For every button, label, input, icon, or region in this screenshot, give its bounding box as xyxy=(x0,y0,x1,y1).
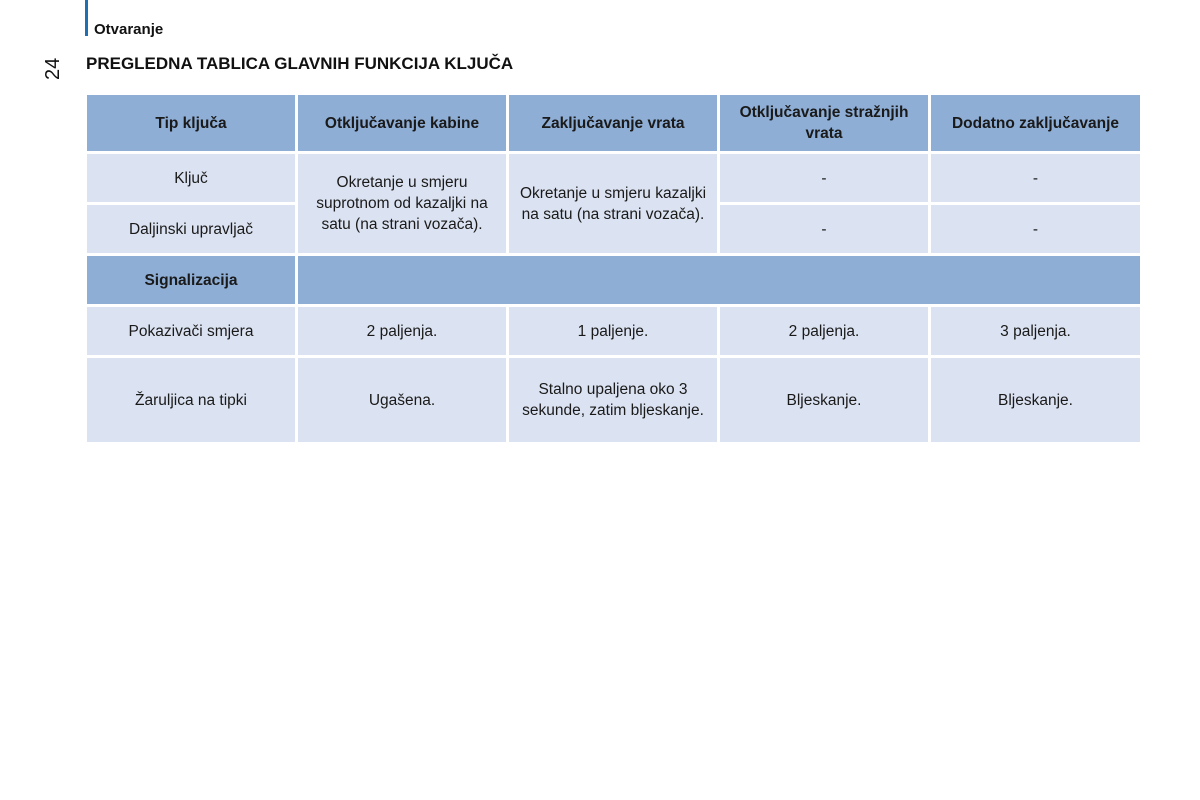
table-header-row xyxy=(87,95,1140,151)
column-header-key-type: Tip ključa xyxy=(87,95,295,151)
table-cell: 1 paljenje. xyxy=(509,307,717,355)
key-functions-table xyxy=(84,92,1143,445)
table-cell: 3 paljenja. xyxy=(931,307,1140,355)
section-accent-bar xyxy=(85,0,88,36)
row-label-button-lamp: Žaruljica na tipki xyxy=(87,358,295,442)
table-cell: 2 paljenja. xyxy=(298,307,506,355)
table-cell: - xyxy=(720,205,928,253)
signal-section-row xyxy=(87,256,1140,304)
table-cell: - xyxy=(931,205,1140,253)
section-title: Otvaranje xyxy=(94,21,164,38)
table-cell: Bljeskanje. xyxy=(931,358,1140,442)
signal-section-label: Signalizacija xyxy=(87,256,295,304)
door-lock-instruction: Okretanje u smjeru kazaljki na satu (na strani vozača). xyxy=(509,154,717,253)
table-cell: - xyxy=(931,154,1140,202)
table-cell: Stalno upaljena oko 3 sekunde, zatim bljeskanje. xyxy=(509,358,717,442)
row-label-turn-signals: Pokazivači smjera xyxy=(87,307,295,355)
table-cell: 2 paljenja. xyxy=(720,307,928,355)
table-row xyxy=(87,154,1140,202)
table-cell: - xyxy=(720,154,928,202)
cab-unlock-instruction: Okretanje u smjeru suprotnom od kazaljki na satu (na strani vozača). xyxy=(298,154,506,253)
row-label-remote-control: Daljinski upravljač xyxy=(87,205,295,253)
signal-section-fill xyxy=(298,256,1140,304)
row-label-key: Ključ xyxy=(87,154,295,202)
table-cell: Bljeskanje. xyxy=(720,358,928,442)
column-header-cab-unlock: Otključavanje kabine xyxy=(298,95,506,151)
page-heading: PREGLEDNA TABLICA GLAVNIH FUNKCIJA KLJUČA xyxy=(86,54,514,73)
key-functions-table-container xyxy=(84,92,1143,445)
column-header-rear-door-unlock: Otključavanje stražnjih vrata xyxy=(720,95,928,151)
column-header-deadlock: Dodatno zaključavanje xyxy=(931,95,1140,151)
page-number: 24 xyxy=(42,57,64,80)
table-row xyxy=(87,307,1140,355)
table-cell: Ugašena. xyxy=(298,358,506,442)
column-header-door-lock: Zaključavanje vrata xyxy=(509,95,717,151)
table-row xyxy=(87,358,1140,442)
